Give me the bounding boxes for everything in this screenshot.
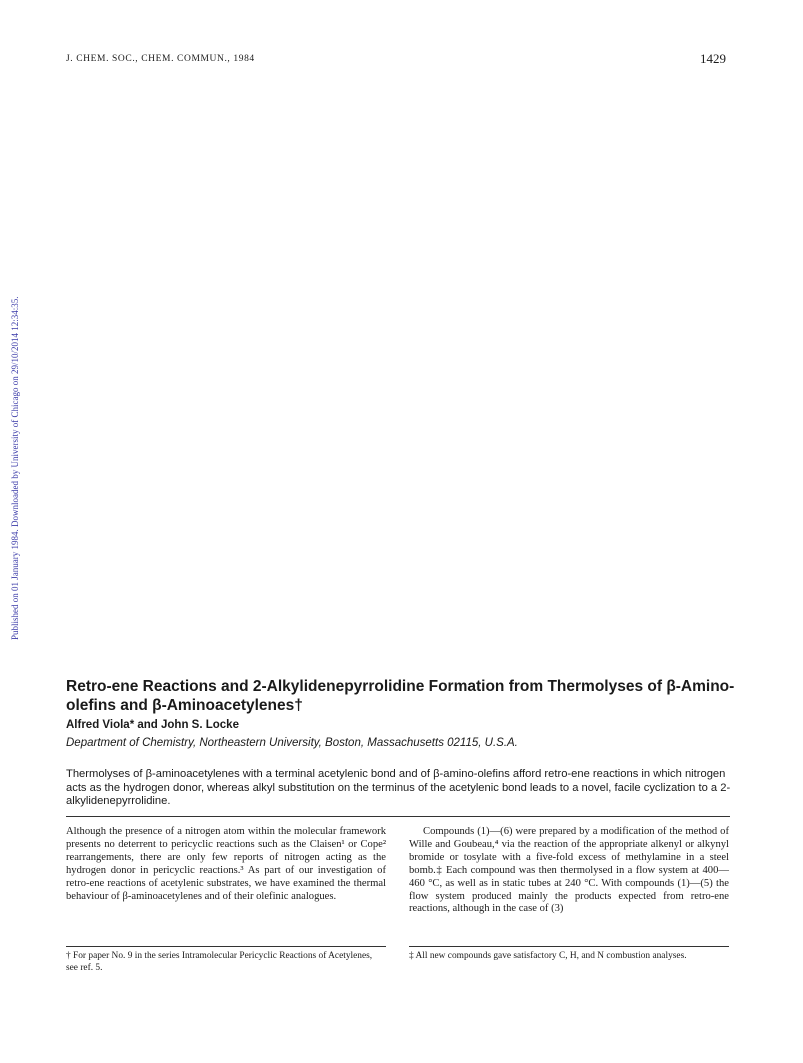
footnote-dagger: † For paper No. 9 in the series Intramolecular Pericyclic Reactions of Acetylenes, see ref. 5. [66,951,373,973]
footnote-divider-left [66,946,386,947]
download-notice-text: Published on 01 January 1984. Downloaded by University of Chicago on 29/10/2014 12:34:35. [10,296,20,640]
download-notice [10,210,22,640]
body-paragraph: Although the presence of a nitrogen atom within the molecular framework presents no deterrent to pericyclic reactions such as the Claisen¹ or Cope² rearrangements, there are only few reports of nitrogen acting as the hydrogen donor in pericyclic reactions.³ As part of our investigation of retro-ene reactions of acetylenic substrates, we have examined the thermal behaviour of β-aminoacetylenes and of their olefinic analogues. [66,826,386,902]
body-paragraph: Compounds (1)—(6) were prepared by a modification of the method of Wille and Goubeau,⁴ via the reaction of the appropriate alkenyl or alkynyl bromide or tosylate with a five-fold excess of methylamine in a steel bomb.‡ Each compound was then thermolysed in a flow system at 400—460 °C, as well as in static tubes at 240 °C. With compounds (1)—(5) the flow system produced mainly the products expected from retro-ene reactions, although in the case of (3) [409,826,729,915]
article-title: Retro-ene Reactions and 2-Alkylidenepyrrolidine Formation from Thermolyses of β-Amino-olefins and β-Aminoacetylenes† [66,678,735,714]
abstract-divider [66,816,730,817]
running-head: J. CHEM. SOC., CHEM. COMMUN., 1984 [66,54,255,64]
article-abstract: Thermolyses of β-aminoacetylenes with a terminal acetylenic bond and of β-amino-olefins afford retro-ene reactions in which nitrogen acts as the hydrogen donor, whereas alkyl substitution on the terminus of the acetylenic bond leads to a novel, facile cyclization to a 2-alkylidenepyrrolidine. [66,768,731,807]
page-number: 1429 [700,51,726,66]
footnote-double-dagger: ‡ All new compounds gave satisfactory C, H, and N combustion analyses. [409,951,687,961]
footnote-divider-right [409,946,729,947]
body-column-right [409,826,729,916]
article-authors: Alfred Viola* and John S. Locke [66,719,239,731]
author-affiliation: Department of Chemistry, Northeastern University, Boston, Massachusetts 02115, U.S.A. [66,737,518,749]
body-column-left [66,826,386,903]
